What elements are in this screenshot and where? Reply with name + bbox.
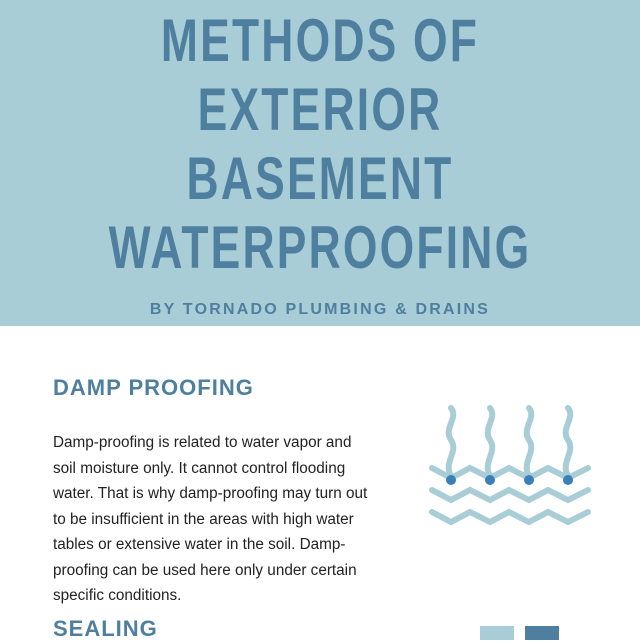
title-line: WATERPROOFING xyxy=(108,214,532,281)
water-drop-icon xyxy=(446,475,456,485)
page-title xyxy=(83,6,557,282)
sealing-icon xyxy=(480,626,514,640)
title-line: EXTERIOR xyxy=(197,76,443,143)
water-drop-icon xyxy=(563,475,573,485)
water-drop-icon xyxy=(485,475,495,485)
title-line: METHODS OF xyxy=(160,7,480,74)
byline: BY TORNADO PLUMBING & DRAINS xyxy=(149,301,491,318)
section-title-sealing: SEALING xyxy=(53,616,158,641)
sealing-icon-block xyxy=(525,626,559,640)
water-vapor-icon xyxy=(418,396,608,531)
section-body-damp-proofing: Damp-proofing is related to water vapor and soil moisture only. It cannot control flooding water. That is why damp-proofing may turn out to be insufficient in the areas with high water tables or extensive water in the soil. Damp-proofing can be used here only under certain specific conditions. xyxy=(53,434,368,604)
section-title-damp-proofing: DAMP PROOFING xyxy=(53,375,254,400)
water-drop-icon xyxy=(524,475,534,485)
title-line: BASEMENT xyxy=(186,145,454,212)
